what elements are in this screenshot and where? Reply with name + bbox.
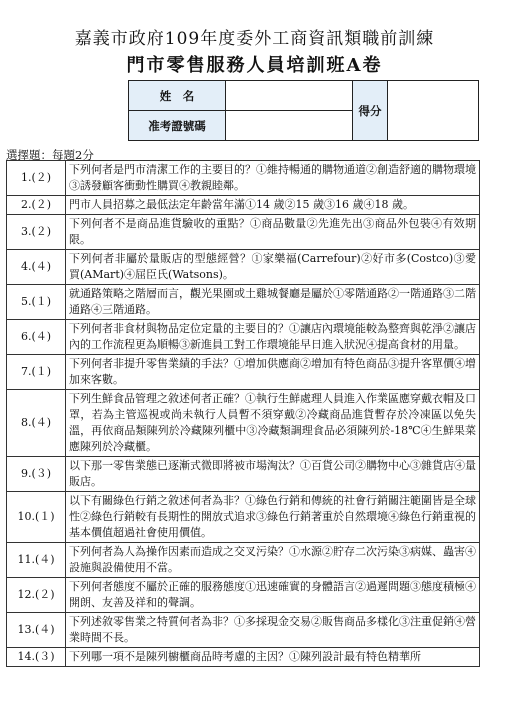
question-text: 下列何者非提升零售業績的手法？①增加供應商②增加有特色商品③提升客單價④增加來客數。 (66, 355, 480, 390)
question-number: 10.(１) (7, 492, 66, 543)
exam-id-label: 准考證號碼 (129, 111, 226, 141)
question-text: 門市人員招募之最低法定年齡當年滿①14 歲②15 歲③16 歲④18 歲。 (66, 196, 480, 215)
question-text: 下列何者非食材與物品定位定量的主要目的？①讓店內環境能較為整齊與乾淨②讓店內的工作流程更為順暢③新進員工對工作環境能早日進入狀況④提高食材的用量。 (66, 320, 480, 355)
question-row (7, 320, 480, 355)
question-row (7, 355, 480, 390)
question-text: 就通路策略之階層而言，觀光果園或土雞城餐廳是屬於①零階通路②一階通路③二階通路④三階通路。 (66, 285, 480, 320)
question-row (7, 196, 480, 215)
question-row (7, 285, 480, 320)
question-text: 下列述敘零售業之特質何者為非？①多採現金交易②販售商品多樣化③注重促銷④營業時間不長。 (66, 613, 480, 648)
question-text: 下列何者不是商品進貨驗收的重點？①商品數量②先進先出③商品外包裝④有效期限。 (66, 215, 480, 250)
question-number: 9.(３) (7, 457, 66, 492)
question-text: 下列何者態度不屬於正確的服務態度①迅速確實的身體語言②過遲問題③態度積極④開朗、友善及祥和的聲調。 (66, 578, 480, 613)
exam-id-field[interactable] (226, 111, 353, 141)
question-row (7, 578, 480, 613)
name-field[interactable] (226, 81, 353, 111)
candidate-info-form (128, 80, 479, 141)
exam-subtitle: 門市零售服務人員培訓班A卷 (126, 55, 383, 76)
question-number: 12.(２) (7, 578, 66, 613)
question-row (7, 250, 480, 285)
question-row (7, 215, 480, 250)
score-label: 得分 (353, 81, 388, 141)
question-row (7, 543, 480, 578)
question-text: 下列哪一項不是陳列櫥櫃商品時考慮的主因？①陳列設計最有特色精華所 (66, 648, 480, 667)
score-field[interactable] (388, 81, 479, 141)
question-row (7, 648, 480, 667)
question-number: 11.(４) (7, 543, 66, 578)
question-row (7, 161, 480, 196)
question-number: 3.(２) (7, 215, 66, 250)
question-text: 下列何者為人為操作因素而造成之交叉污染？①水源②貯存二次污染③病媒、蟲害④設施與設備使用不當。 (66, 543, 480, 578)
name-label: 姓 名 (129, 81, 226, 111)
question-row (7, 457, 480, 492)
document-title: 嘉義市政府109年度委外工商資訊類職前訓練 (74, 29, 435, 49)
question-number: 2.(２) (7, 196, 66, 215)
question-text: 下列何者非屬於量販店的型態經營？①家樂福(Carrefour)②好市多(Costco)③愛買(AMart)④屈臣氏(Watsons)。 (66, 250, 480, 285)
section-label: 選擇題：每題2分 (6, 148, 94, 162)
question-number: 8.(４) (7, 390, 66, 457)
question-text: 以下有關綠色行銷之敘述何者為非？①綠色行銷和傳統的社會行銷關注範圍皆是全球性②綠色行銷較有長期性的開放式追求③綠色行銷著重於自然環境④綠色行銷重視的基本價值超過社會使用價值。 (66, 492, 480, 543)
question-number: 5.(１) (7, 285, 66, 320)
question-text: 以下那一零售業態已逐漸式微即將被市場淘汰？①百貨公司②購物中心③雜貨店④量販店。 (66, 457, 480, 492)
question-row (7, 613, 480, 648)
question-number: 7.(１) (7, 355, 66, 390)
question-row (7, 492, 480, 543)
questions-table (6, 160, 480, 667)
question-number: 14.(３) (7, 648, 66, 667)
question-text: 下列何者是門市清潔工作的主要目的？①維持暢通的購物通道②創造舒適的購物環境③誘發顧客衝動性購買④教親睦鄰。 (66, 161, 480, 196)
question-number: 4.(４) (7, 250, 66, 285)
question-row (7, 390, 480, 457)
question-number: 13.(４) (7, 613, 66, 648)
question-text: 下列生鮮食品管理之敘述何者正確？①執行生鮮處理人員進入作業區應穿戴衣帽及口罩，若為主管巡視或尚未執行人員暫不須穿戴②冷藏商品進貨暫存於冷凍區以免失溫，再依商品類陳列於冷藏陳列櫃中③冷藏類調理食品必須陳列於-18℃④生鮮果菜應陳列於冷藏櫃。 (66, 390, 480, 457)
question-number: 1.(２) (7, 161, 66, 196)
question-number: 6.(４) (7, 320, 66, 355)
